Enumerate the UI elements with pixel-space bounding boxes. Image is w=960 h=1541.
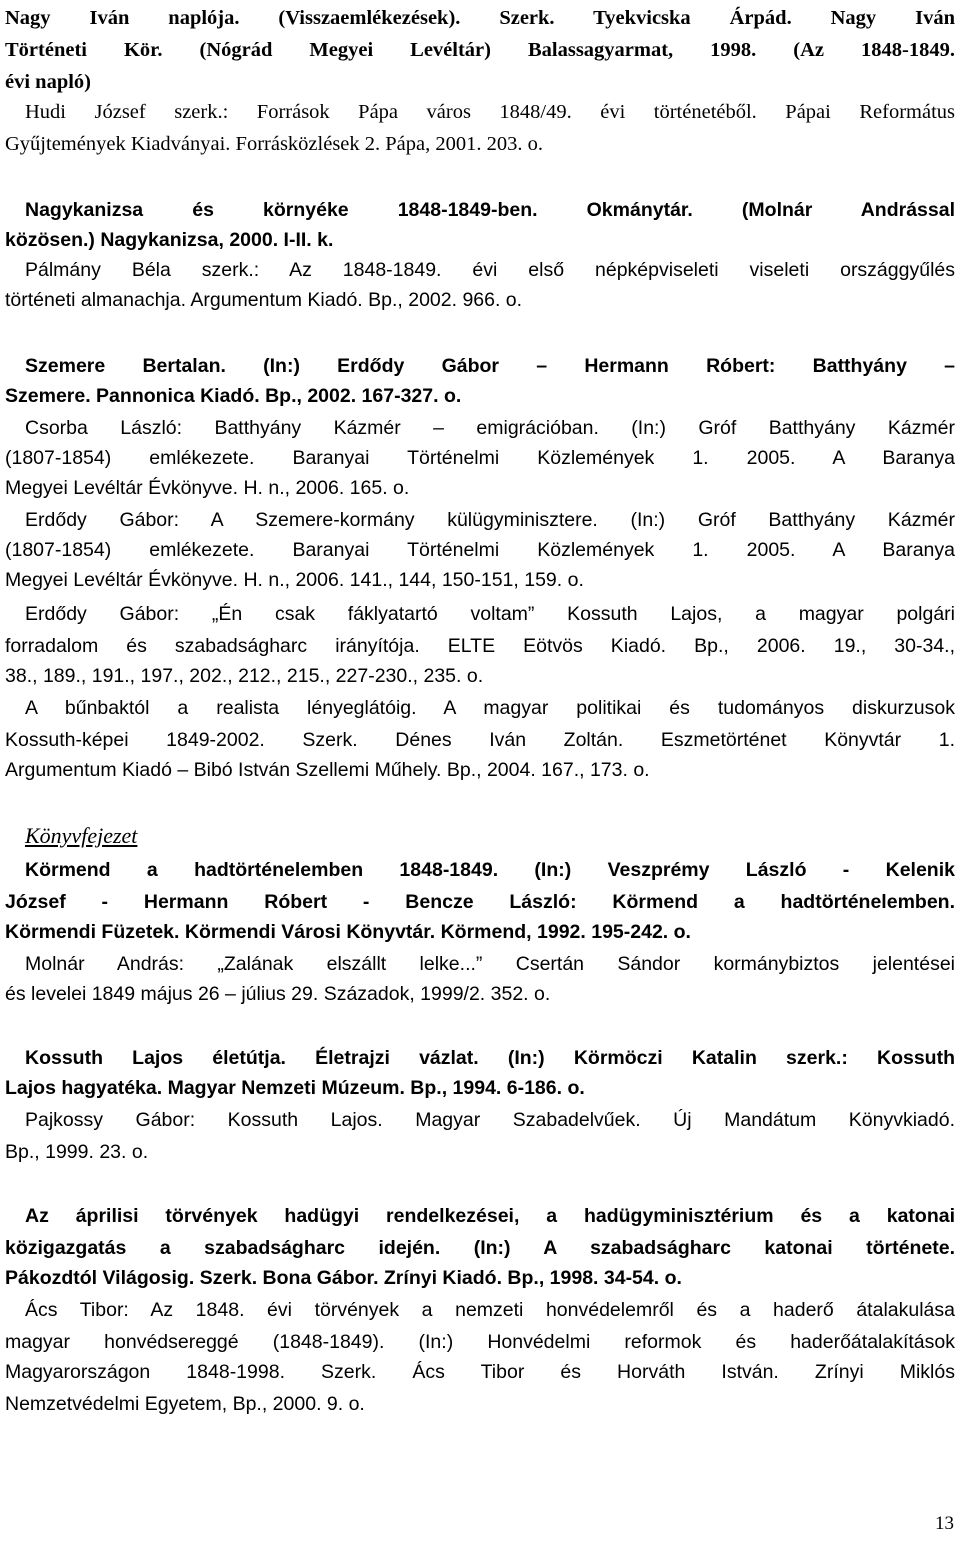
text-line: és levelei 1849 május 26 – július 29. Századok, 1999/2. 352. o.	[5, 983, 551, 1005]
text-line: Nagykanizsa és környéke 1848-1849-ben. Okmánytár. (Molnár Andrással	[25, 199, 955, 221]
text-line: Történeti Kör. (Nógrád Megyei Levéltár) Balassagyarmat, 1998. (Az 1848-1849.	[5, 39, 955, 61]
text-line: (1807-1854) emlékezete. Baranyai Történelmi Közlemények 1. 2005. A Baranya	[5, 539, 955, 561]
text-line: Megyei Levéltár Évkönyve. H. n., 2006. 141., 144, 150-151, 159. o.	[5, 569, 584, 591]
text-line: forradalom és szabadságharc irányítója. ELTE Eötvös Kiadó. Bp., 2006. 19., 30-34.,	[5, 635, 955, 657]
text-line: Pálmány Béla szerk.: Az 1848-1849. évi első népképviseleti viseleti országgyűlés	[25, 259, 955, 281]
text-line: Kossuth-képei 1849-2002. Szerk. Dénes Iván Zoltán. Eszmetörténet Könyvtár 1.	[5, 729, 955, 751]
text-line: történeti almanachja. Argumentum Kiadó. Bp., 2002. 966. o.	[5, 289, 523, 311]
text-line: Magyarországon 1848-1998. Szerk. Ács Tibor és Horváth István. Zrínyi Miklós	[5, 1361, 955, 1383]
text-line: Lajos hagyatéka. Magyar Nemzeti Múzeum. Bp., 1994. 6-186. o.	[5, 1077, 585, 1099]
page-number: 13	[935, 1513, 954, 1534]
text-line: magyar honvédsereggé (1848-1849). (In:) Honvédelmi reformok és haderőátalakítások	[5, 1331, 955, 1353]
text-line: Erdődy Gábor: A Szemere-kormány külügyminisztere. (In:) Gróf Batthyány Kázmér	[25, 509, 955, 531]
text-line: Bp., 1999. 23. o.	[5, 1141, 149, 1163]
text-line: közigazgatás a szabadságharc idején. (In:) A szabadságharc katonai története.	[5, 1237, 955, 1259]
text-line: 38., 189., 191., 197., 202., 212., 215., 227-230., 235. o.	[5, 665, 484, 687]
text-line: Szemere. Pannonica Kiadó. Bp., 2002. 167-327. o.	[5, 385, 462, 407]
text-line: (1807-1854) emlékezete. Baranyai Történelmi Közlemények 1. 2005. A Baranya	[5, 447, 955, 469]
section-heading-konyvfejezet: Könyvfejezet	[25, 823, 138, 848]
text-line: Nagy Iván naplója. (Visszaemlékezések). Szerk. Tyekvicska Árpád. Nagy Iván	[5, 7, 955, 29]
text-line: Körmend a hadtörténelemben 1848-1849. (In:) Veszprémy László - Kelenik	[25, 859, 955, 881]
text-line: Az áprilisi törvények hadügyi rendelkezései, a hadügyminisztérium és a katonai	[25, 1205, 955, 1227]
text-line: Pákozdtól Világosig. Szerk. Bona Gábor. Zrínyi Kiadó. Bp., 1998. 34-54. o.	[5, 1267, 682, 1289]
text-line: Szemere Bertalan. (In:) Erdődy Gábor – Hermann Róbert: Batthyány –	[25, 355, 955, 377]
text-line: Gyűjtemények Kiadványai. Forrásközlések 2. Pápa, 2001. 203. o.	[5, 133, 544, 155]
text-line: Csorba László: Batthyány Kázmér – emigrációban. (In:) Gróf Batthyány Kázmér	[25, 417, 955, 439]
text-line: Ács Tibor: Az 1848. évi törvények a nemzeti honvédelemről és a haderő átalakulása	[25, 1299, 955, 1321]
text-line: Hudi József szerk.: Források Pápa város 1848/49. évi történetéből. Pápai Református	[25, 101, 955, 123]
text-line: Megyei Levéltár Évkönyve. H. n., 2006. 165. o.	[5, 477, 410, 499]
text-line: közösen.) Nagykanizsa, 2000. I-II. k.	[5, 229, 334, 251]
text-line: évi napló)	[5, 71, 91, 93]
text-line: A bűnbaktól a realista lényeglátóig. A magyar politikai és tudományos diskurzusok	[25, 697, 955, 719]
text-line: Nemzetvédelmi Egyetem, Bp., 2000. 9. o.	[5, 1393, 365, 1415]
text-line: Erdődy Gábor: „Én csak fáklyatartó voltam” Kossuth Lajos, a magyar polgári	[25, 603, 955, 625]
text-line: Molnár András: „Zalának elszállt lelke...” Csertán Sándor kormánybiztos jelentései	[25, 953, 955, 975]
text-line: Argumentum Kiadó – Bibó István Szellemi Műhely. Bp., 2004. 167., 173. o.	[5, 759, 650, 781]
text-line: József - Hermann Róbert - Bencze László: Körmend a hadtörténelemben.	[5, 891, 955, 913]
text-line: Pajkossy Gábor: Kossuth Lajos. Magyar Szabadelvűek. Új Mandátum Könyvkiadó.	[25, 1109, 955, 1131]
text-line: Kossuth Lajos életútja. Életrajzi vázlat. (In:) Körmöczi Katalin szerk.: Kossuth	[25, 1047, 955, 1069]
text-line: Körmendi Füzetek. Körmendi Városi Könyvtár. Körmend, 1992. 195-242. o.	[5, 921, 691, 943]
